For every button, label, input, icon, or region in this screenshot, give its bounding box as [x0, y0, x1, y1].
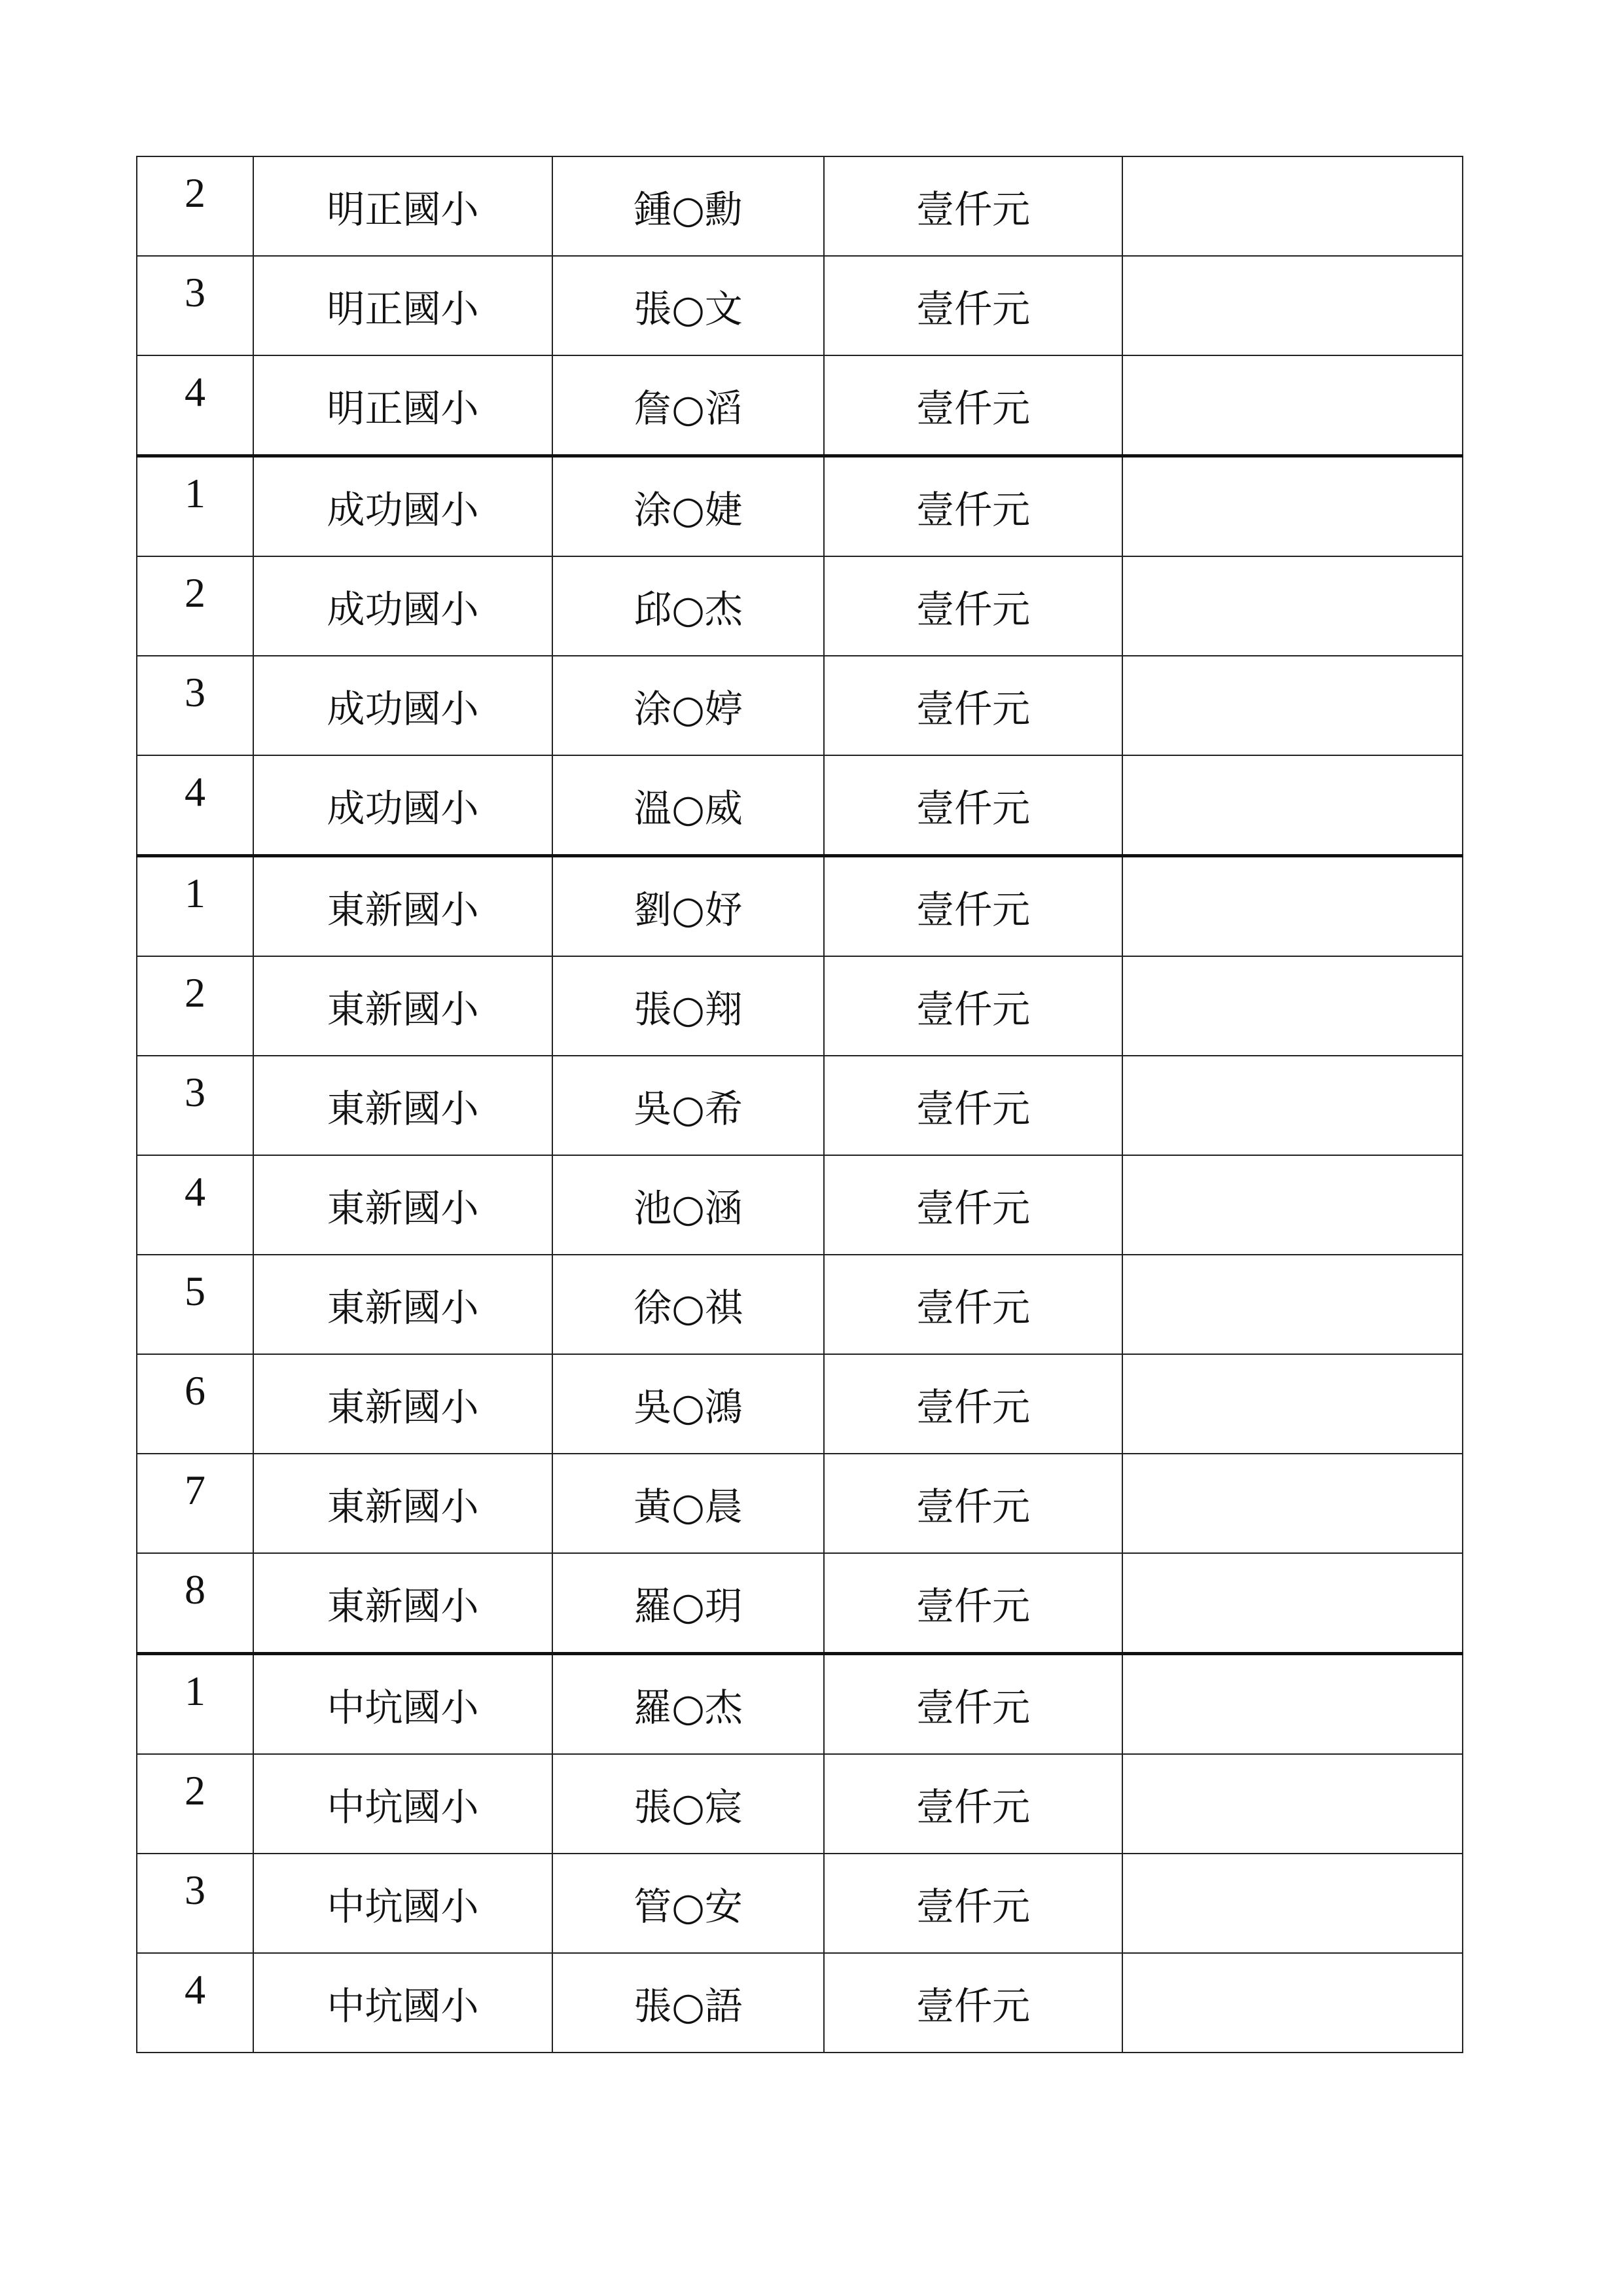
row-number: 3	[137, 256, 253, 355]
table-row	[137, 755, 1463, 856]
student-name: 張○文	[552, 256, 824, 355]
row-number: 1	[137, 856, 253, 957]
table-row	[137, 1454, 1463, 1553]
row-number: 3	[137, 656, 253, 755]
note-cell	[1122, 656, 1463, 755]
table-row	[137, 856, 1463, 957]
table-row	[137, 1354, 1463, 1454]
school-name: 東新國小	[253, 856, 552, 957]
school-name: 成功國小	[253, 755, 552, 856]
note-cell	[1122, 355, 1463, 456]
school-name: 東新國小	[253, 1354, 552, 1454]
table-row	[137, 355, 1463, 456]
student-name: 管○安	[552, 1854, 824, 1953]
student-name: 羅○杰	[552, 1654, 824, 1755]
row-number: 6	[137, 1354, 253, 1454]
school-name: 中坑國小	[253, 1953, 552, 2053]
student-name: 張○宸	[552, 1754, 824, 1854]
award-amount: 壹仟元	[824, 1953, 1122, 2053]
award-amount: 壹仟元	[824, 1155, 1122, 1255]
row-number: 2	[137, 1754, 253, 1854]
school-name: 東新國小	[253, 956, 552, 1056]
note-cell	[1122, 1155, 1463, 1255]
note-cell	[1122, 1255, 1463, 1354]
school-name: 東新國小	[253, 1056, 552, 1155]
note-cell	[1122, 1854, 1463, 1953]
table-row	[137, 656, 1463, 755]
row-number: 4	[137, 355, 253, 456]
row-number: 1	[137, 456, 253, 557]
award-amount: 壹仟元	[824, 1255, 1122, 1354]
note-cell	[1122, 1354, 1463, 1454]
note-cell	[1122, 156, 1463, 256]
row-number: 1	[137, 1654, 253, 1755]
student-name: 吳○鴻	[552, 1354, 824, 1454]
student-name: 劉○妤	[552, 856, 824, 957]
school-name: 中坑國小	[253, 1754, 552, 1854]
table-row	[137, 256, 1463, 355]
student-name: 溫○威	[552, 755, 824, 856]
award-amount: 壹仟元	[824, 256, 1122, 355]
row-number: 7	[137, 1454, 253, 1553]
award-amount: 壹仟元	[824, 656, 1122, 755]
roster-body	[137, 156, 1463, 2053]
note-cell	[1122, 1654, 1463, 1755]
row-number: 4	[137, 1155, 253, 1255]
note-cell	[1122, 755, 1463, 856]
row-number: 2	[137, 956, 253, 1056]
school-name: 明正國小	[253, 256, 552, 355]
table-row	[137, 1155, 1463, 1255]
school-name: 明正國小	[253, 156, 552, 256]
student-name: 吳○希	[552, 1056, 824, 1155]
table-row	[137, 1553, 1463, 1654]
row-number: 8	[137, 1553, 253, 1654]
table-row	[137, 1056, 1463, 1155]
school-name: 成功國小	[253, 556, 552, 656]
row-number: 5	[137, 1255, 253, 1354]
student-name: 張○語	[552, 1953, 824, 2053]
row-number: 3	[137, 1854, 253, 1953]
student-name: 鍾○勳	[552, 156, 824, 256]
school-name: 中坑國小	[253, 1654, 552, 1755]
award-amount: 壹仟元	[824, 1454, 1122, 1553]
school-name: 東新國小	[253, 1255, 552, 1354]
award-amount: 壹仟元	[824, 1553, 1122, 1654]
table-row	[137, 456, 1463, 557]
table-row	[137, 556, 1463, 656]
student-name: 張○翔	[552, 956, 824, 1056]
student-name: 徐○祺	[552, 1255, 824, 1354]
award-amount: 壹仟元	[824, 1754, 1122, 1854]
student-name: 黃○晨	[552, 1454, 824, 1553]
note-cell	[1122, 1754, 1463, 1854]
table-row	[137, 1654, 1463, 1755]
table-row	[137, 156, 1463, 256]
note-cell	[1122, 1056, 1463, 1155]
award-amount: 壹仟元	[824, 856, 1122, 957]
award-amount: 壹仟元	[824, 956, 1122, 1056]
note-cell	[1122, 456, 1463, 557]
row-number: 3	[137, 1056, 253, 1155]
award-amount: 壹仟元	[824, 1854, 1122, 1953]
student-name: 羅○玥	[552, 1553, 824, 1654]
school-name: 中坑國小	[253, 1854, 552, 1953]
table-row	[137, 1854, 1463, 1953]
student-name: 邱○杰	[552, 556, 824, 656]
school-name: 成功國小	[253, 456, 552, 557]
note-cell	[1122, 556, 1463, 656]
student-name: 池○涵	[552, 1155, 824, 1255]
note-cell	[1122, 1953, 1463, 2053]
table-row	[137, 1255, 1463, 1354]
note-cell	[1122, 1553, 1463, 1654]
row-number: 2	[137, 556, 253, 656]
note-cell	[1122, 1454, 1463, 1553]
school-name: 東新國小	[253, 1454, 552, 1553]
award-amount: 壹仟元	[824, 755, 1122, 856]
note-cell	[1122, 956, 1463, 1056]
award-amount: 壹仟元	[824, 1654, 1122, 1755]
table-row	[137, 1953, 1463, 2053]
school-name: 東新國小	[253, 1155, 552, 1255]
student-name: 涂○婷	[552, 656, 824, 755]
award-roster-table	[136, 156, 1463, 2053]
note-cell	[1122, 256, 1463, 355]
award-amount: 壹仟元	[824, 1056, 1122, 1155]
note-cell	[1122, 856, 1463, 957]
school-name: 明正國小	[253, 355, 552, 456]
table-row	[137, 956, 1463, 1056]
award-amount: 壹仟元	[824, 355, 1122, 456]
school-name: 成功國小	[253, 656, 552, 755]
table-row	[137, 1754, 1463, 1854]
student-name: 涂○婕	[552, 456, 824, 557]
award-amount: 壹仟元	[824, 156, 1122, 256]
row-number: 2	[137, 156, 253, 256]
award-amount: 壹仟元	[824, 556, 1122, 656]
student-name: 詹○滔	[552, 355, 824, 456]
row-number: 4	[137, 755, 253, 856]
award-amount: 壹仟元	[824, 456, 1122, 557]
school-name: 東新國小	[253, 1553, 552, 1654]
award-amount: 壹仟元	[824, 1354, 1122, 1454]
row-number: 4	[137, 1953, 253, 2053]
